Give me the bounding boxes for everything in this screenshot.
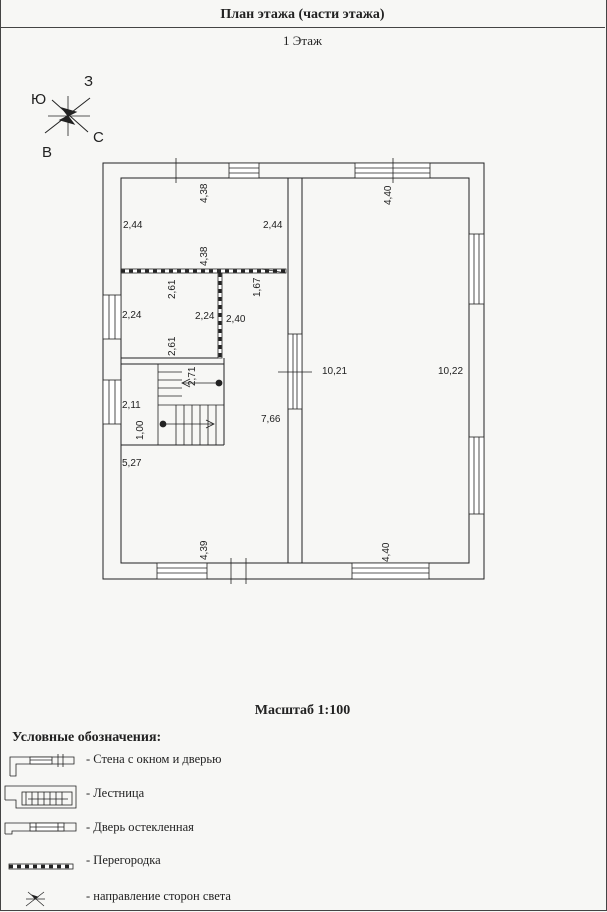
scale-label: Масштаб 1:100: [254, 703, 351, 718]
dim-stair-width: 1,00: [135, 420, 146, 440]
dim-right-room-height-left: 10,21: [322, 366, 348, 377]
legend-item-wall: - Стена с окном и дверью: [86, 752, 222, 766]
dim-partition-length: 4,38: [199, 246, 210, 266]
legend-item-glazed-door: - Дверь остекленная: [86, 820, 194, 834]
legend-item-partition: - Перегородка: [86, 853, 161, 867]
dim-top-left-room-width: 4,38: [199, 183, 210, 203]
legend-item-compass: - направление сторон света: [86, 889, 231, 903]
legend-title: Условные обозначения:: [12, 730, 162, 745]
dim-stair-length: 2,71: [187, 366, 198, 386]
page-title: План этажа (части этажа): [220, 7, 385, 22]
dim-mid-room-height-left: 2,24: [122, 310, 142, 321]
legend-glazed-door-icon: [5, 823, 76, 834]
windows: [103, 163, 484, 579]
dim-corridor-right: 1,67: [252, 277, 263, 297]
legend-wall-window-door-icon: [10, 754, 74, 776]
dim-stair-height: 2,11: [122, 400, 141, 411]
floor-label: 1 Этаж: [283, 33, 322, 48]
dim-left-bottom-width: 4,39: [199, 540, 210, 560]
legend-item-stair: - Лестница: [86, 786, 145, 800]
legend-partition-icon: [9, 864, 73, 869]
compass-icon: [45, 96, 90, 136]
compass-south-label: Ю: [31, 91, 47, 108]
dim-right-room-height-right: 10,22: [438, 366, 464, 377]
compass-east-label: В: [42, 144, 53, 161]
dim-corridor-wall: 2,40: [226, 314, 246, 325]
compass-north-label: С: [93, 129, 104, 146]
legend-stair-icon: [5, 786, 76, 808]
legend-compass-icon: [26, 892, 45, 906]
dim-mid-room-width: 2,61: [167, 279, 178, 299]
dim-mid-room-height-right: 2,24: [195, 311, 215, 322]
compass-west-label: З: [84, 73, 94, 90]
dim-top-left-room-left: 2,44: [123, 220, 143, 231]
dim-top-left-room-right: 2,44: [263, 220, 283, 231]
dim-left-hall-height: 7,66: [261, 414, 281, 425]
dim-right-room-width-bottom: 4,40: [381, 542, 392, 562]
door-marks: [176, 158, 393, 584]
dim-left-hall-label: 5,27: [122, 458, 142, 469]
dim-mid-room-bottom: 2,61: [167, 336, 178, 356]
dim-right-room-width-top: 4,40: [383, 185, 394, 205]
